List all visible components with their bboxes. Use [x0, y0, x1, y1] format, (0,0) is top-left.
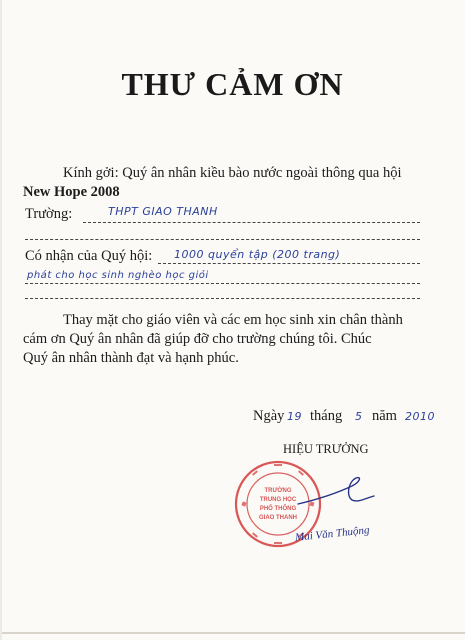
svg-text:PHỔ THÔNG: PHỔ THÔNG: [259, 506, 297, 512]
blank-dotted-line-1: [25, 239, 420, 240]
date-month-value: 5: [355, 410, 363, 423]
body-line-3: Quý ân nhân thành đạt và hạnh phúc.: [23, 350, 239, 366]
date-year-label: năm: [372, 408, 397, 424]
received-label: Có nhận của Quý hội:: [25, 248, 153, 264]
received-dotted-line-2: [25, 283, 420, 284]
date-year-value: 2010: [405, 410, 435, 423]
svg-text:GIAO THANH: GIAO THANH: [259, 515, 297, 521]
received-value: 1000 quyển tập (200 trang): [174, 248, 341, 261]
blank-dotted-line-2: [25, 298, 420, 299]
school-label: Trường:: [25, 206, 73, 222]
body-line-2: cám ơn Quý ân nhân đã giúp đỡ cho trường chúng tôi. Chúc: [23, 331, 372, 347]
received-dotted-line: [158, 263, 420, 264]
date-day-value: 19: [287, 410, 302, 423]
scan-edge-divider: [0, 632, 465, 634]
scan-left-edge: [0, 0, 2, 640]
svg-text:TRƯỜNG: TRƯỜNG: [264, 488, 292, 494]
organization-name: New Hope 2008: [23, 184, 120, 200]
signer-name: Mai Văn Thuộng: [294, 524, 370, 544]
signature-icon: [290, 470, 380, 515]
letter-title: THƯ CẢM ƠN: [121, 66, 344, 102]
date-month-label: tháng: [310, 408, 343, 424]
date-day-label: Ngày: [253, 408, 285, 424]
greeting-text: Kính gởi: Quý ân nhân kiều bào nước ngoài thông qua hội: [63, 165, 402, 181]
body-line-1: Thay mặt cho giáo viên và các em học sinh xin chân thành: [63, 312, 403, 328]
school-dotted-line: [83, 222, 420, 223]
signer-title: HIỆU TRƯỞNG: [283, 442, 369, 456]
school-value: THPT GIAO THANH: [108, 205, 218, 218]
svg-text:TRUNG HỌC: TRUNG HỌC: [259, 497, 297, 503]
received-value-2: phát cho học sinh nghèo học giỏi: [27, 270, 209, 281]
